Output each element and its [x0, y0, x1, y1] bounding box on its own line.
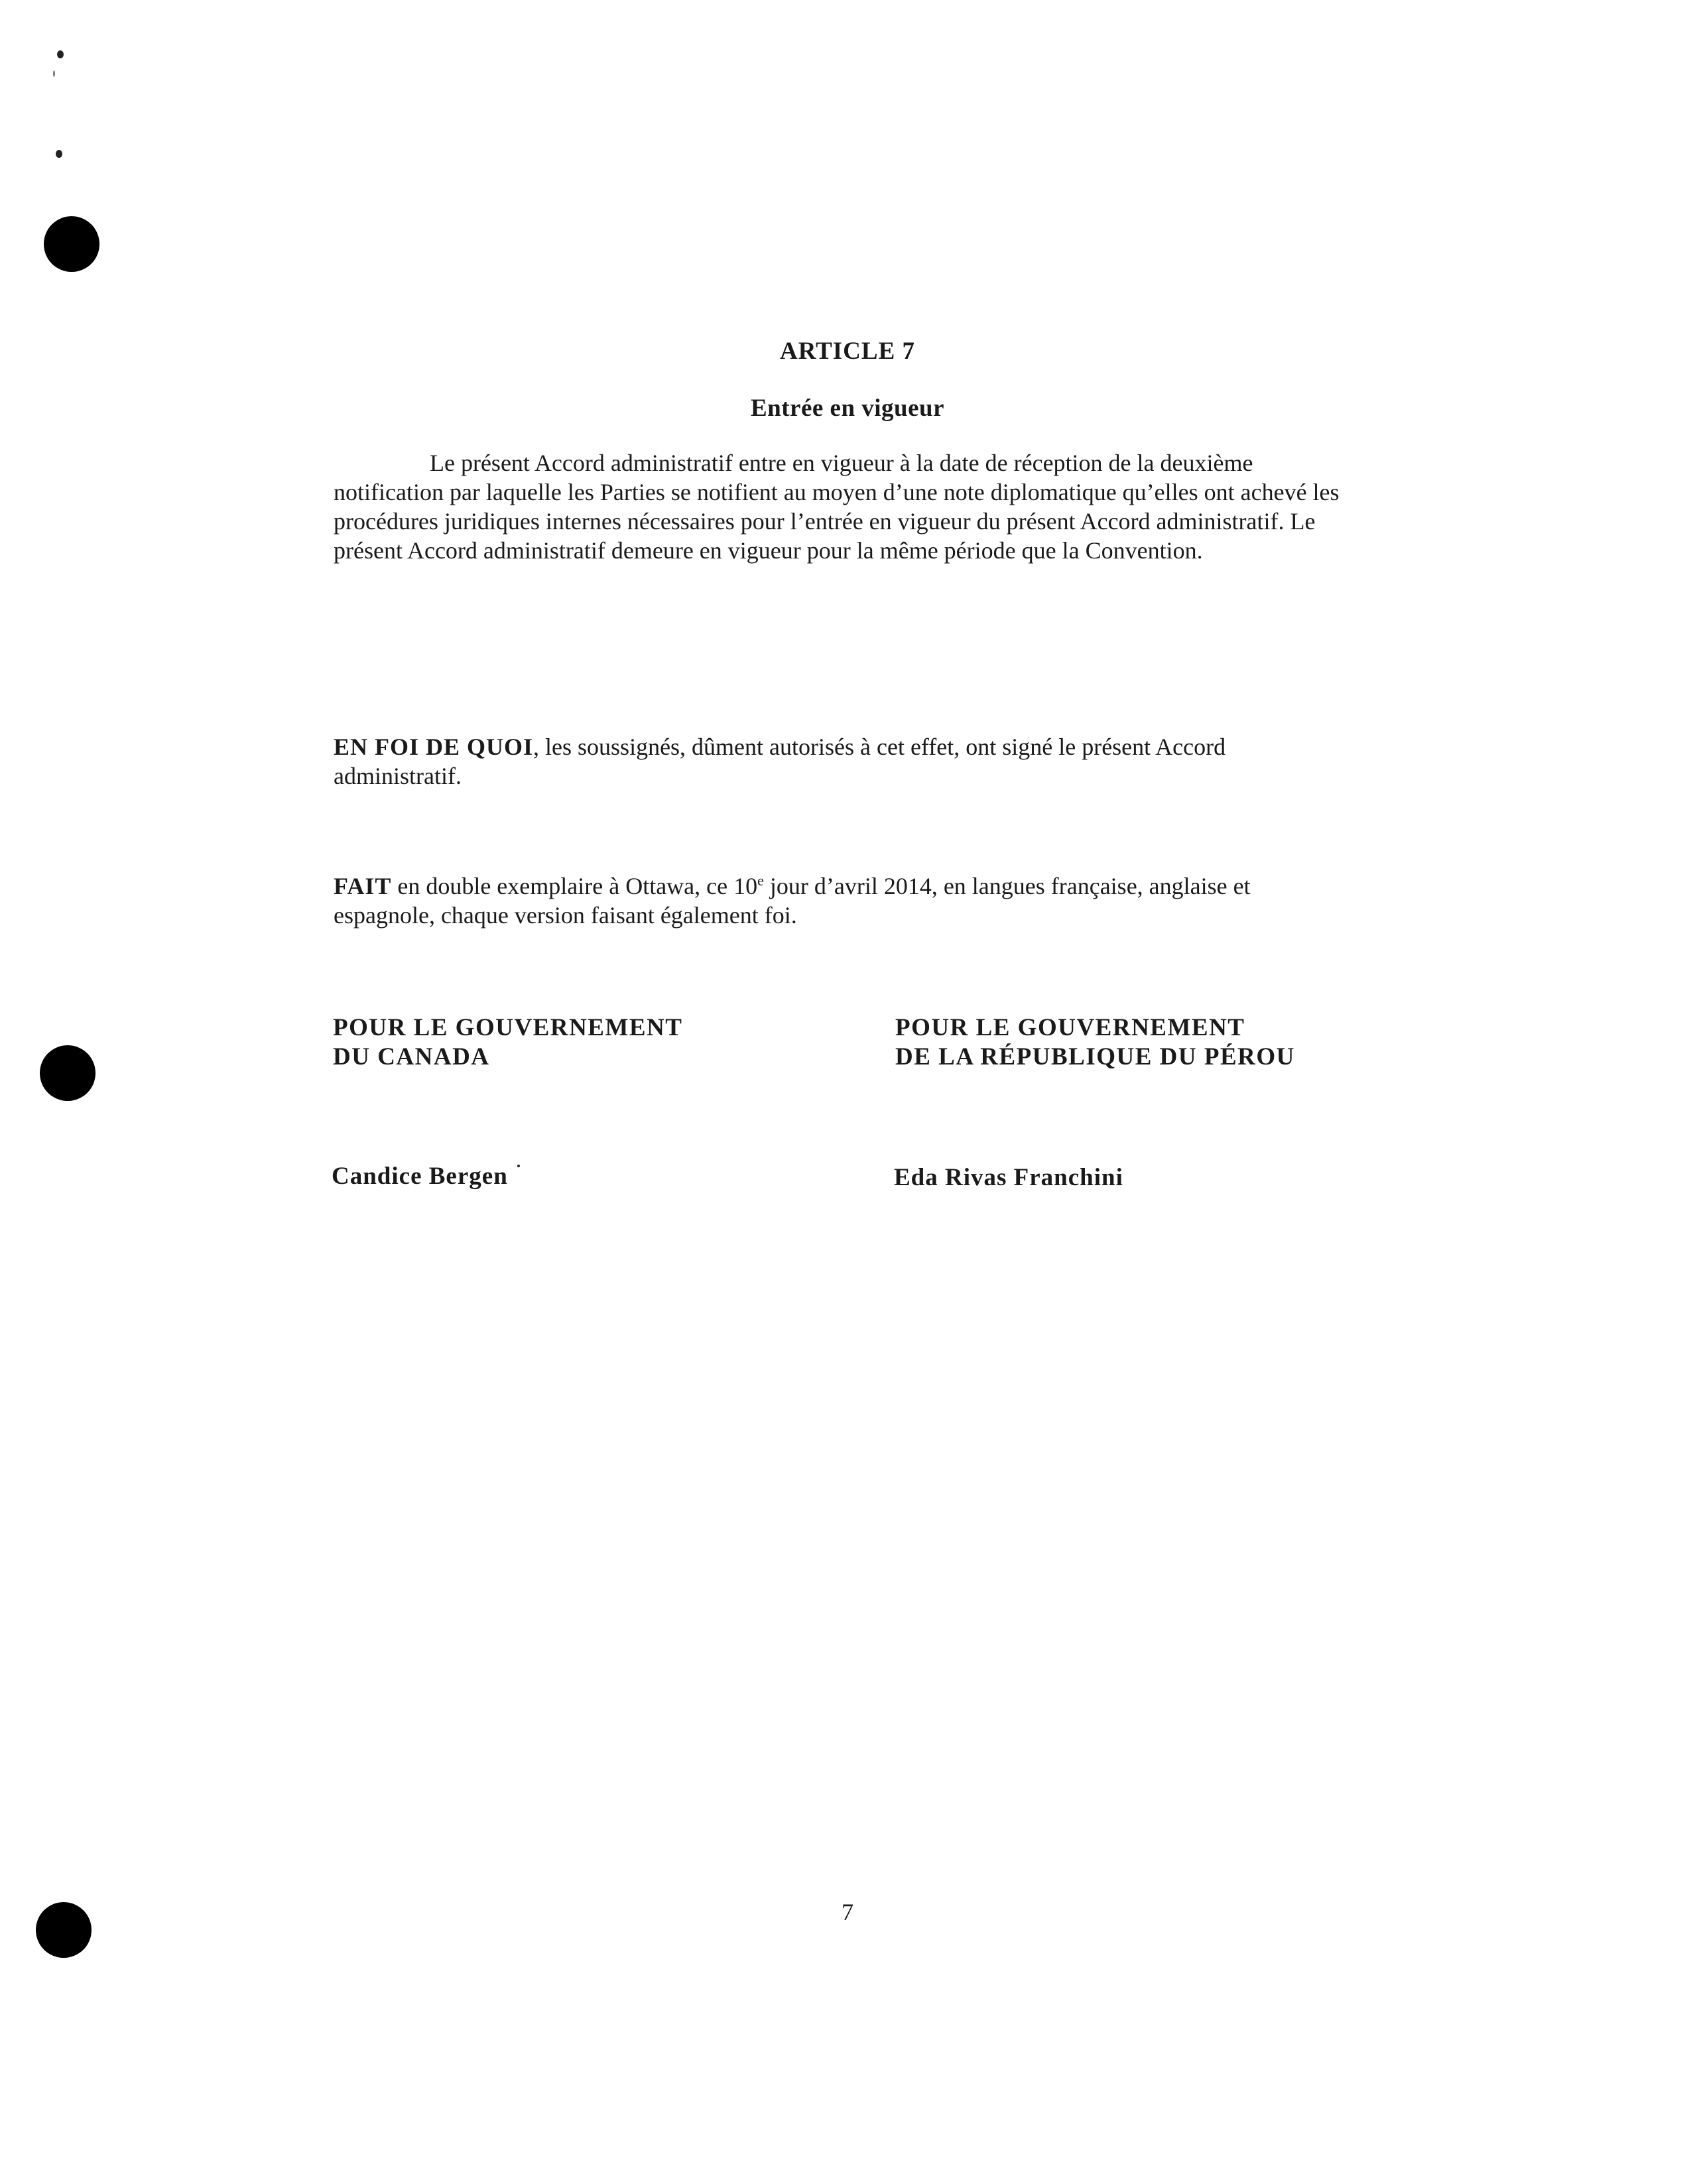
done-lead: FAIT [334, 873, 392, 899]
done-text-before: en double exemplaire à Ottawa, ce 10 [391, 873, 758, 899]
signatory-right-title [895, 1013, 1295, 1072]
signatory-right-name: Eda Rivas Franchini [894, 1164, 1123, 1191]
article-body: Le présent Accord administratif entre en vigueur à la date de réception de la deuxième notification par laquelle les Parties se notifient au moyen d’une note diplomatique qu’elles ont achevé les procédures juridiques internes nécessaires pour l’entrée en vigueur du présent Accord administratif. Le présent Accord administratif demeure en vigueur pour la même période que la Convention. [334, 450, 1340, 564]
punch-hole-middle [40, 1045, 95, 1101]
signatory-right-line1: POUR LE GOUVERNEMENT [895, 1014, 1245, 1041]
article-subheading: Entrée en vigueur [750, 395, 945, 422]
scan-speck [57, 50, 64, 58]
scan-speck [56, 150, 62, 158]
signatory-left-name: Candice Bergen [332, 1163, 508, 1190]
article-heading: ARTICLE 7 [779, 338, 916, 365]
witness-text: , les soussignés, dûment autorisés à cet effet, ont signé le présent Accord administratif. [334, 734, 1226, 789]
signatory-right-line2: DE LA RÉPUBLIQUE DU PÉROU [895, 1043, 1295, 1070]
signatory-left-title [333, 1013, 682, 1072]
witness-clause [334, 732, 1351, 791]
signatory-left-line1: POUR LE GOUVERNEMENT [333, 1014, 683, 1041]
done-text-after: jour d’avril 2014, en langues française, anglaise et espagnole, chaque version faisant également foi. [334, 873, 1251, 929]
done-superscript: e [757, 872, 764, 889]
done-clause [334, 871, 1351, 930]
punch-hole-top [44, 216, 99, 272]
scan-speck [53, 70, 55, 77]
page-number: 7 [842, 1899, 853, 1925]
signatory-left-line2: DU CANADA [333, 1043, 490, 1070]
witness-lead: EN FOI DE QUOI [334, 734, 534, 760]
scan-speck [517, 1165, 520, 1167]
